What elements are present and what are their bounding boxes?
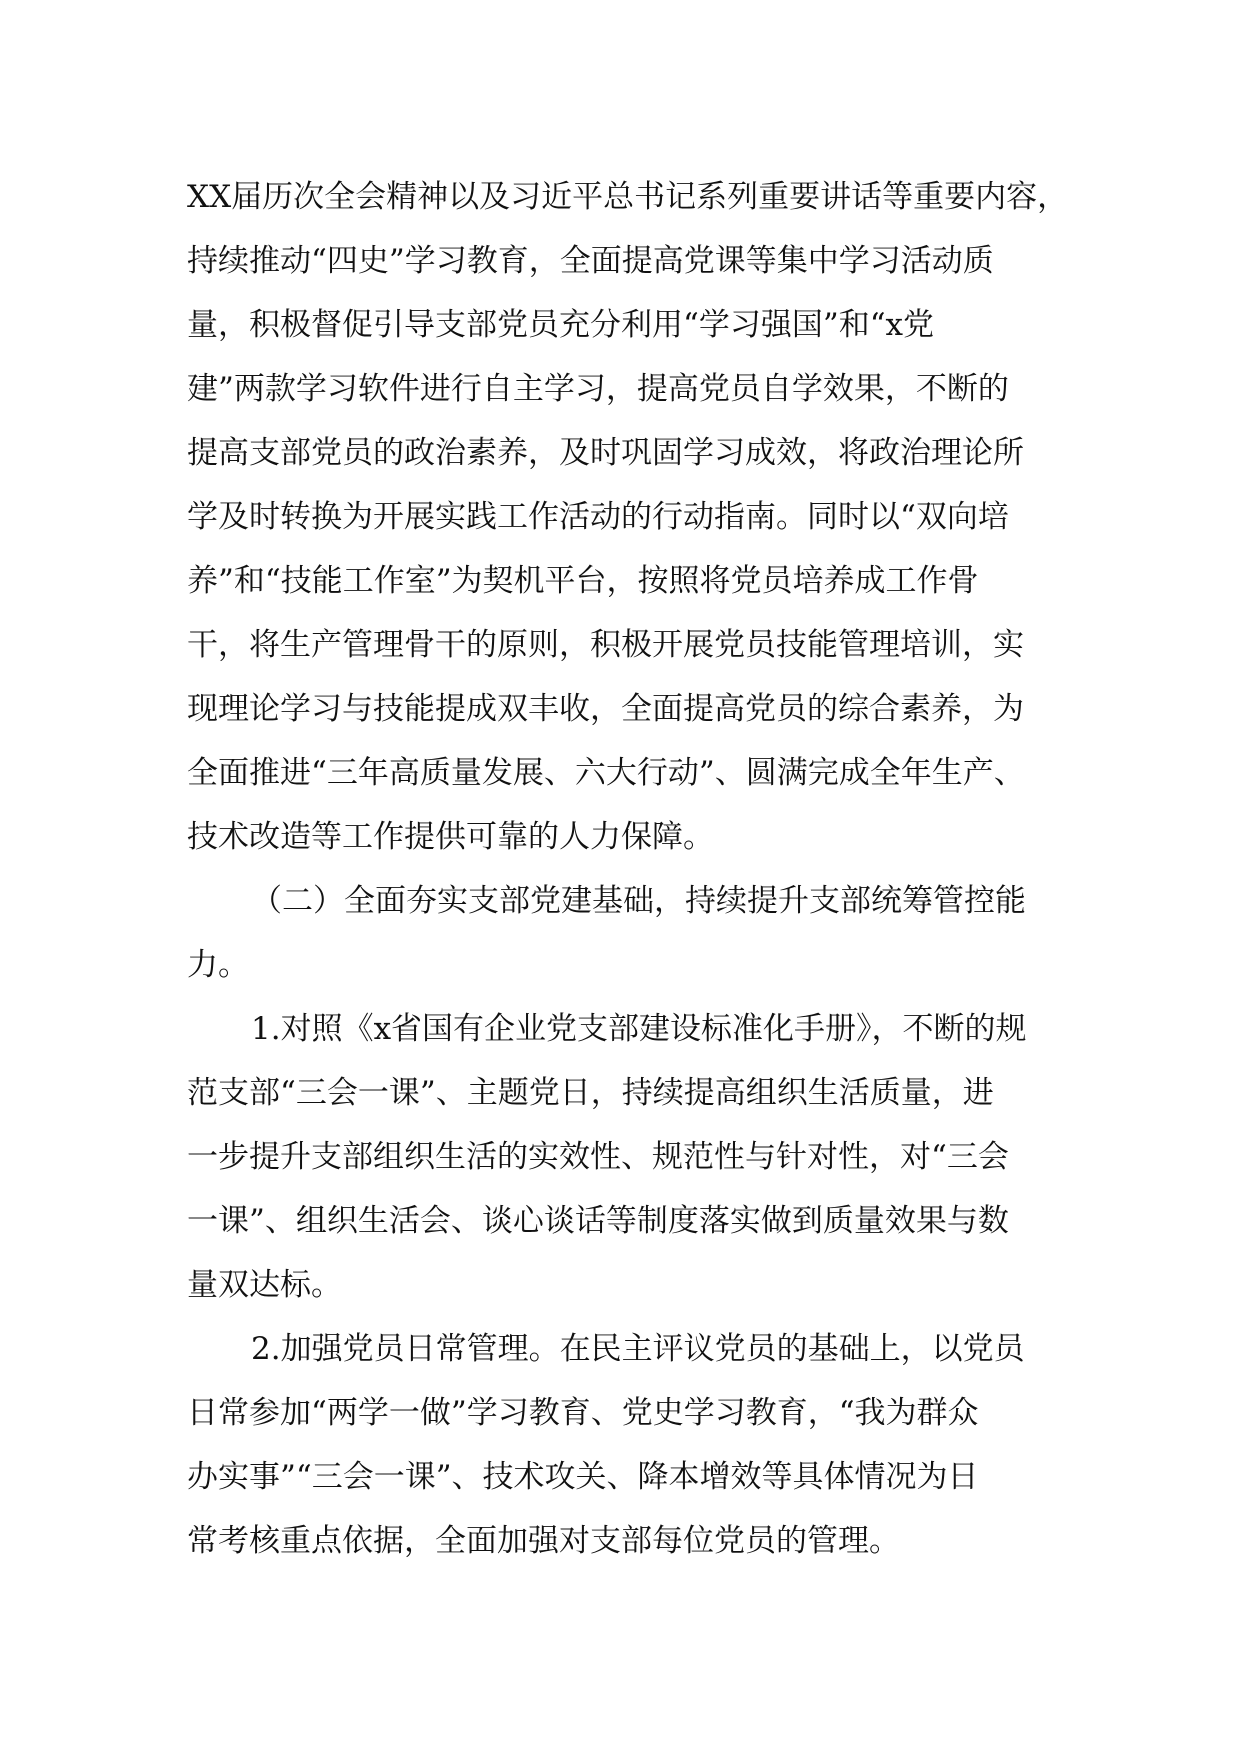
text-line: 学及时转换为开展实践工作活动的行动指南。同时以“双向培: [187, 499, 1009, 535]
text-line: 持续推动“四史”学习教育，全面提高党课等集中学习活动质: [187, 243, 994, 279]
text-line: 现理论学习与技能提成双丰收，全面提高党员的综合素养，为: [187, 691, 1024, 727]
text-line: 全面推进“三年高质量发展、六大行动”、圆满完成全年生产、: [187, 755, 1025, 791]
text-line: 量，积极督促引导支部党员充分利用“学习强国”和“x党: [187, 307, 935, 343]
text-line: 养”和“技能工作室”为契机平台，按照将党员培养成工作骨: [187, 563, 979, 599]
text-line: 量双达标。: [187, 1267, 342, 1303]
numbered-item-2: 2.加强党员日常管理。在民主评议党员的基础上，以党员: [251, 1331, 1025, 1367]
text-line: 技术改造等工作提供可靠的人力保障。: [187, 819, 714, 855]
text-line: 常考核重点依据，全面加强对支部每位党员的管理。: [187, 1523, 900, 1559]
text-line: 提高支部党员的政治素养，及时巩固学习成效，将政治理论所: [187, 435, 1024, 471]
document-body: [187, 165, 1067, 1573]
text-line: 日常参加“两学一做”学习教育、党史学习教育，“我为群众: [187, 1395, 979, 1431]
numbered-item-1: 1.对照《x省国有企业党支部建设标准化手册》，不断的规: [251, 1011, 1027, 1047]
text-line: XX届历次全会精神以及习近平总书记系列重要讲话等重要内容，: [187, 179, 1069, 215]
text-line: 建”两款学习软件进行自主学习，提高党员自学效果，不断的: [187, 371, 1009, 407]
text-line: 范支部“三会一课”、主题党日，持续提高组织生活质量，进: [187, 1075, 994, 1111]
text-line: 干，将生产管理骨干的原则，积极开展党员技能管理培训，实: [187, 627, 1024, 663]
text-line: 一步提升支部组织生活的实效性、规范性与针对性，对“三会: [187, 1139, 1009, 1175]
text-line: 一课”、组织生活会、谈心谈话等制度落实做到质量效果与数: [187, 1203, 1009, 1239]
section-heading: （二）全面夯实支部党建基础，持续提升支部统筹管控能: [251, 883, 1026, 919]
text-line: 办实事”“三会一课”、技术攻关、降本增效等具体情况为日: [187, 1459, 979, 1495]
section-heading-continued: 力。: [187, 947, 249, 983]
